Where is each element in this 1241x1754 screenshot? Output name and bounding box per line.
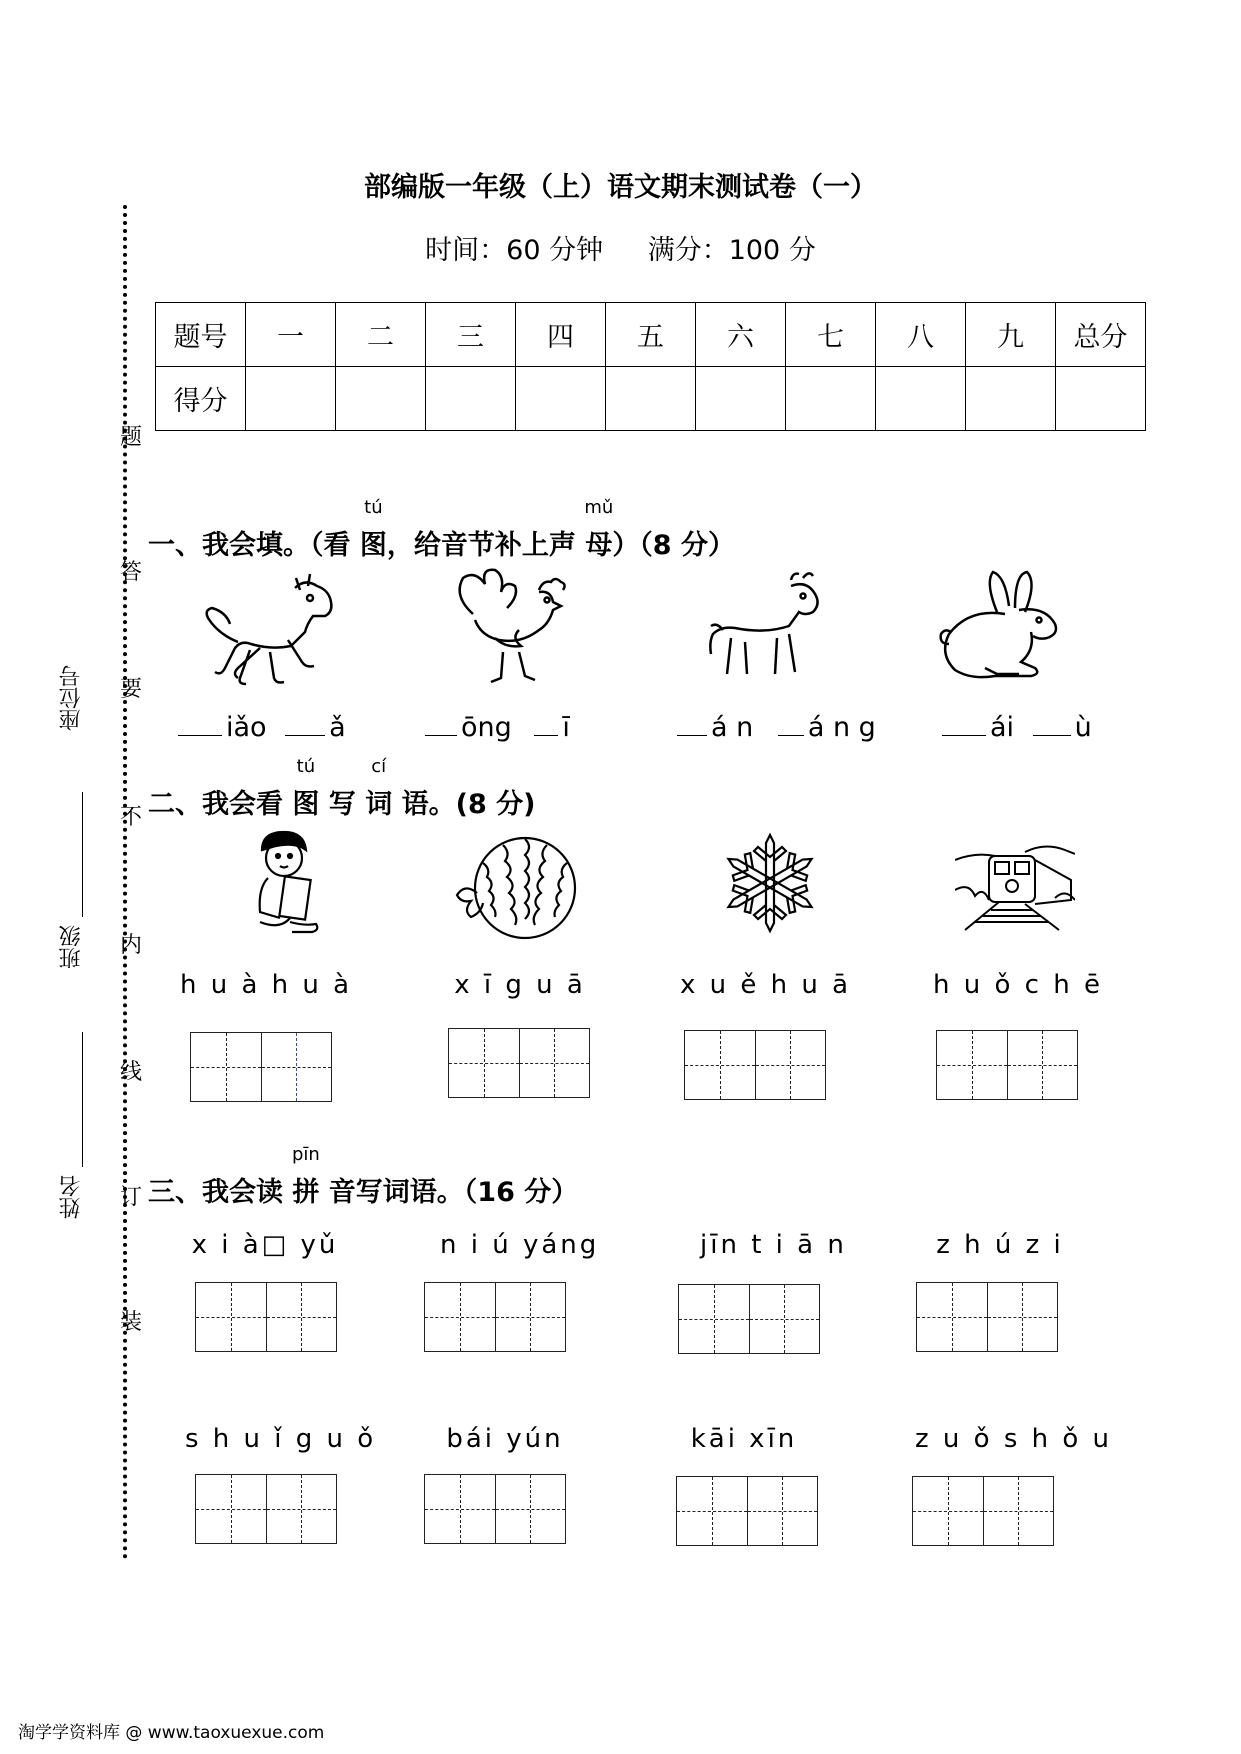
score-table-score-row (156, 367, 1146, 431)
class-label: 班级 (59, 925, 84, 969)
score-header-cell: 八 (876, 303, 966, 367)
seat-number-label: 座位号 (59, 665, 84, 731)
score-row-label: 得分 (156, 367, 246, 431)
ruby-annotated-char: 拼 pīn (291, 1144, 320, 1208)
score-header-cell: 五 (606, 303, 696, 367)
pinyin-annotation: tú (364, 497, 383, 518)
boy-drawing-picture (240, 830, 330, 940)
score-header-cell: 四 (516, 303, 606, 367)
snowflake-picture (720, 830, 820, 936)
binding-char: 内 (120, 933, 143, 958)
score-cell[interactable] (876, 367, 966, 431)
exam-full-score: 满分：100 分 (647, 235, 816, 266)
section-3-heading: 三、我会读 拼 pīn 音写词语。（16 分） (148, 1144, 579, 1208)
score-cell[interactable] (696, 367, 786, 431)
ruby-annotated-char: 母 mǔ (584, 497, 614, 561)
answer-blank[interactable] (178, 731, 222, 736)
fill-item-rooster: ōng ī (425, 712, 570, 743)
horse-picture (200, 570, 340, 695)
binding-char: 要 (120, 677, 143, 702)
pinyin-annotation: mǔ (584, 497, 614, 518)
score-cell[interactable] (606, 367, 696, 431)
answer-blank[interactable] (1033, 731, 1071, 736)
rooster-picture (435, 568, 575, 693)
writing-grid[interactable] (190, 1032, 332, 1102)
writing-grid[interactable] (676, 1476, 818, 1546)
score-cell[interactable] (966, 367, 1056, 431)
writing-grid[interactable] (424, 1474, 566, 1544)
score-cell[interactable] (336, 367, 426, 431)
exam-info (0, 228, 1241, 267)
score-cell[interactable] (1056, 367, 1146, 431)
score-header-cell: 六 (696, 303, 786, 367)
pinyin-label: z h ú z i (936, 1230, 1064, 1260)
ruby-annotated-char: 图 tú (292, 756, 320, 820)
pinyin-annotation: cí (371, 756, 387, 777)
exam-time: 时间：60 分钟 (425, 235, 604, 266)
pinyin-label: bái yún (446, 1424, 564, 1454)
fill-item-rabbit: ái ù (942, 712, 1092, 743)
name-label: 姓名 (59, 1175, 84, 1219)
pinyin-label: x u ě h u ā (680, 970, 852, 1000)
pinyin-label: kāi xīn (690, 1424, 798, 1454)
answer-blank[interactable] (778, 731, 804, 736)
answer-blank[interactable] (942, 731, 986, 736)
writing-grid[interactable] (912, 1476, 1054, 1546)
pinyin-label: jīn t i ā n (700, 1230, 847, 1260)
score-header-cell: 总分 (1056, 303, 1146, 367)
score-cell[interactable] (426, 367, 516, 431)
pinyin-annotation: pīn (291, 1144, 320, 1165)
score-table (155, 302, 1146, 431)
score-header-cell: 一 (246, 303, 336, 367)
pinyin-label: z u ǒ s h ǒ u (915, 1424, 1113, 1454)
answer-blank[interactable] (677, 731, 707, 736)
score-cell[interactable] (786, 367, 876, 431)
pinyin-label: x ī g u ā (454, 970, 586, 1000)
score-cell[interactable] (516, 367, 606, 431)
writing-grid[interactable] (424, 1282, 566, 1352)
ruby-annotated-char: 词 cí (365, 756, 393, 820)
score-header-cell: 七 (786, 303, 876, 367)
pinyin-label: x i à□ yǔ (191, 1230, 339, 1260)
writing-grid[interactable] (916, 1282, 1058, 1352)
binding-char: 题 (120, 425, 143, 450)
binding-char: 不 (120, 805, 143, 830)
pinyin-annotation: tú (296, 756, 316, 777)
goat-picture (695, 568, 835, 693)
writing-grid[interactable] (448, 1028, 590, 1098)
writing-grid[interactable] (195, 1282, 337, 1352)
score-table-header-row (156, 303, 1146, 367)
binding-char: 订 (120, 1185, 143, 1210)
writing-grid[interactable] (195, 1474, 337, 1544)
score-header-cell: 二 (336, 303, 426, 367)
binding-char: 线 (120, 1060, 143, 1085)
writing-grid[interactable] (678, 1284, 820, 1354)
page-title: 部编版一年级（上）语文期末测试卷（一） (364, 172, 877, 203)
writing-grid[interactable] (936, 1030, 1078, 1100)
class-blank[interactable] (82, 792, 83, 917)
footer-watermark: 淘学学资料库 @ www.taoxuexue.com (18, 1723, 325, 1743)
ruby-annotated-char: 图 tú (359, 497, 387, 561)
answer-blank[interactable] (285, 731, 325, 736)
score-header-cell: 三 (426, 303, 516, 367)
section-1-heading: 一、我会填。（看 图 tú ，给音节补上声 母 mǔ ）（8 分） (148, 497, 735, 561)
fill-item-horse: iǎo ǎ (178, 712, 346, 743)
binding-char: 答 (120, 560, 143, 585)
writing-grid[interactable] (684, 1030, 826, 1100)
rabbit-picture (935, 568, 1075, 693)
binding-dotted-line (123, 205, 127, 1560)
name-blank[interactable] (82, 1032, 83, 1167)
score-cell[interactable] (246, 367, 336, 431)
answer-blank[interactable] (425, 731, 457, 736)
answer-blank[interactable] (534, 731, 558, 736)
pinyin-label: h u ǒ c h ē (933, 970, 1103, 1000)
watermelon-picture (455, 833, 585, 943)
score-header-cell: 九 (966, 303, 1056, 367)
train-picture (955, 830, 1075, 938)
pinyin-label: h u à h u à (180, 970, 353, 1000)
pinyin-label: n i ú yáng (440, 1230, 600, 1260)
pinyin-label: s h u ǐ g u ǒ (185, 1424, 377, 1454)
fill-item-goat: á n á n g (677, 712, 876, 743)
score-header-cell: 题号 (156, 303, 246, 367)
binding-char: 装 (120, 1310, 143, 1335)
section-2-heading: 二、我会看 图 tú 写 词 cí 语。(8 分) (148, 756, 536, 820)
